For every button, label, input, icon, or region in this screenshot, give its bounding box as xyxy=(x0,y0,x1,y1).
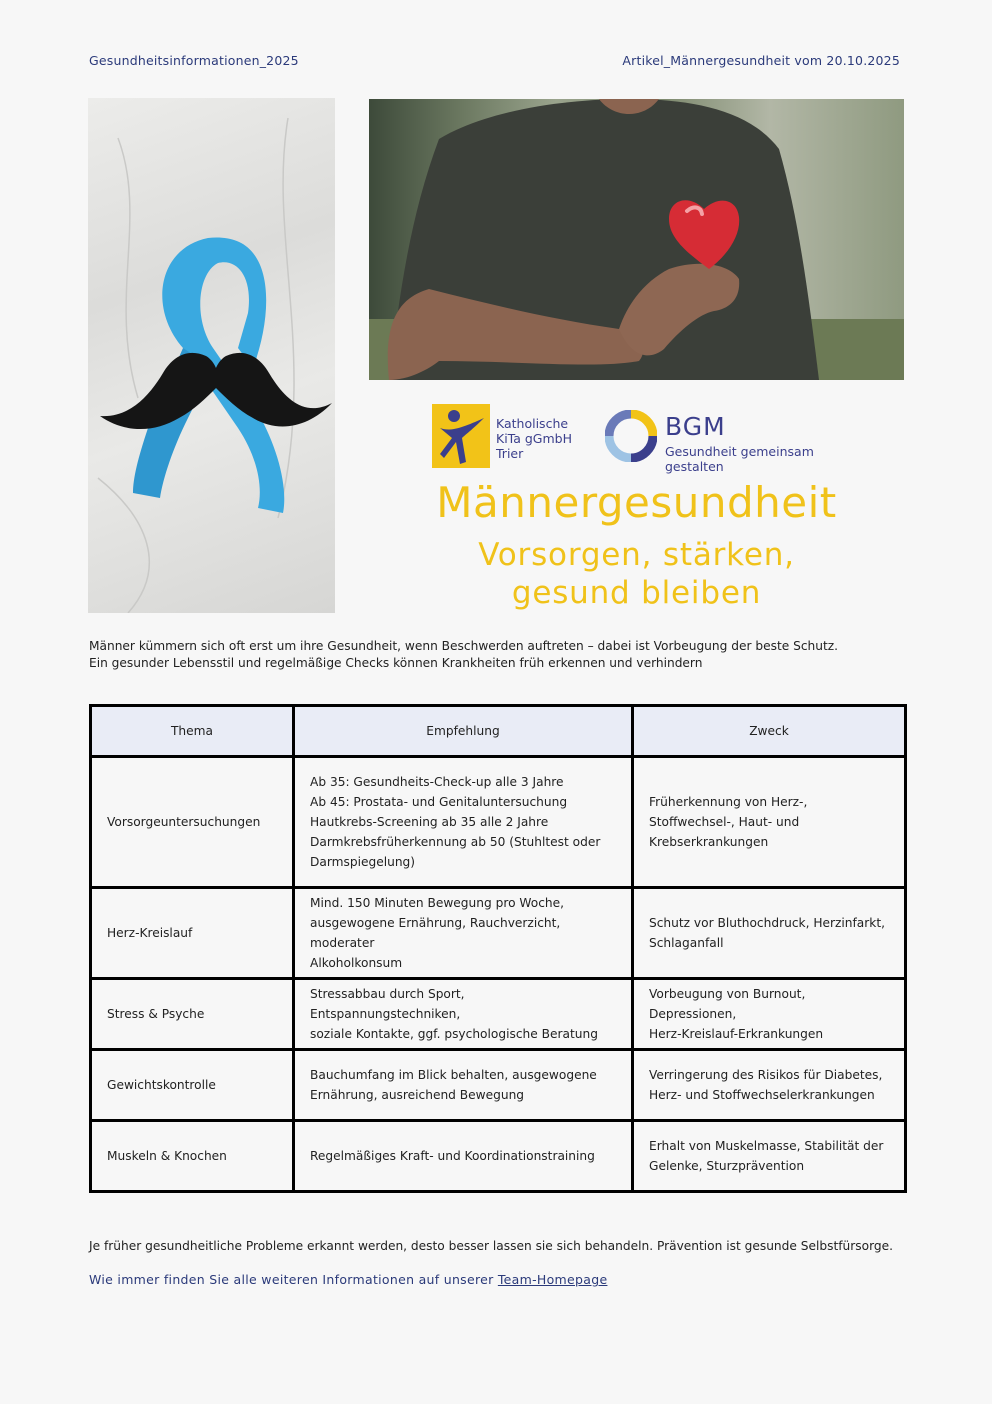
cell-thema: Muskeln & Knochen xyxy=(91,1121,294,1192)
cell-line: Darmspiegelung) xyxy=(310,855,416,869)
cell-zweck xyxy=(633,888,906,979)
kita-line-3: Trier xyxy=(496,446,524,461)
team-homepage-link[interactable]: Team-Homepage xyxy=(497,1272,608,1287)
cell-empfehlung xyxy=(294,888,633,979)
cell-line: Erhalt von Muskelmasse, Stabilität der xyxy=(649,1139,884,1153)
cell-line: Früherkennung von Herz-, xyxy=(649,795,808,809)
subtitle-line-1: Vorsorgen, stärken, xyxy=(478,537,795,573)
cell-line: Ernährung, ausreichend Bewegung xyxy=(310,1088,525,1102)
homepage-note-text: Wie immer finden Sie alle weiteren Informationen auf unserer xyxy=(89,1272,498,1287)
cell-line: Gelenke, Sturzprävention xyxy=(649,1159,805,1173)
header-right: Artikel_Männergesundheit vom 20.10.2025 xyxy=(622,53,900,68)
table-row xyxy=(91,1050,906,1121)
table-row xyxy=(91,1121,906,1192)
cell-line: Herz- und Stoffwechselerkrankungen xyxy=(649,1088,875,1102)
cell-line: Schutz vor Bluthochdruck, Herzinfarkt, xyxy=(649,916,885,930)
cell-line: soziale Kontakte, ggf. psychologische Beratung xyxy=(310,1027,598,1041)
cell-line: Regelmäßiges Kraft- und Koordinationstraining xyxy=(310,1149,595,1163)
cell-line: ausgewogene Ernährung, Rauchverzicht, moderater xyxy=(310,916,561,950)
cell-line: Herz-Kreislauf-Erkrankungen xyxy=(649,1027,824,1041)
cell-line: Verringerung des Risikos für Diabetes, xyxy=(649,1068,883,1082)
kita-line-1: Katholische xyxy=(496,416,569,431)
cell-thema: Vorsorgeuntersuchungen xyxy=(91,757,294,888)
cell-line: Stressabbau durch Sport, Entspannungstechniken, xyxy=(310,987,465,1021)
cell-line: Alkoholkonsum xyxy=(310,956,403,970)
bgm-subtitle: Gesundheit gemeinsam gestalten xyxy=(665,444,814,474)
page-subtitle xyxy=(369,536,904,612)
table-row xyxy=(91,888,906,979)
cell-zweck xyxy=(633,1050,906,1121)
kita-logo xyxy=(432,404,592,468)
cell-line: Hautkrebs-Screening ab 35 alle 2 Jahre xyxy=(310,815,549,829)
cell-empfehlung xyxy=(294,757,633,888)
cell-empfehlung xyxy=(294,979,633,1050)
table-header-thema: Thema xyxy=(91,706,294,757)
ribbon-moustache-illustration xyxy=(88,98,335,613)
cell-empfehlung xyxy=(294,1050,633,1121)
kita-line-2: KiTa gGmbH xyxy=(496,431,573,446)
closing-text: Je früher gesundheitliche Probleme erkannt werden, desto besser lassen sie sich behandeln. Prävention ist gesunde Selbstfürsorge. xyxy=(89,1239,893,1253)
cell-line: Mind. 150 Minuten Bewegung pro Woche, xyxy=(310,896,564,910)
person-figure-icon xyxy=(432,404,490,468)
table-header-empfehlung: Empfehlung xyxy=(294,706,633,757)
cell-line: Bauchumfang im Blick behalten, ausgewogene xyxy=(310,1068,597,1082)
heart-photo xyxy=(369,99,904,380)
cell-thema: Stress & Psyche xyxy=(91,979,294,1050)
intro-line-2: Ein gesunder Lebensstil und regelmäßige Checks können Krankheiten früh erkennen und verhindern xyxy=(89,656,703,670)
cell-zweck xyxy=(633,979,906,1050)
man-holding-heart-illustration xyxy=(369,99,904,380)
header-left: Gesundheitsinformationen_2025 xyxy=(89,53,299,68)
cell-line: Krebserkrankungen xyxy=(649,835,769,849)
cell-line: Schlaganfall xyxy=(649,936,724,950)
table-header-row xyxy=(91,706,906,757)
cell-line: Ab 45: Prostata- und Genitaluntersuchung xyxy=(310,795,568,809)
page-title: Männergesundheit xyxy=(436,478,837,527)
cell-zweck xyxy=(633,1121,906,1192)
bgm-circle-icon xyxy=(605,410,657,462)
bgm-title: BGM xyxy=(665,412,726,441)
table-row xyxy=(91,979,906,1050)
cell-empfehlung xyxy=(294,1121,633,1192)
cell-thema: Gewichtskontrolle xyxy=(91,1050,294,1121)
bgm-logo xyxy=(605,410,865,474)
homepage-note xyxy=(89,1272,607,1287)
subtitle-line-2: gesund bleiben xyxy=(511,575,762,611)
kita-logo-mark xyxy=(432,404,490,468)
ribbon-photo xyxy=(88,98,335,613)
cell-zweck xyxy=(633,757,906,888)
intro-text xyxy=(89,638,838,672)
table-row xyxy=(91,757,906,888)
kita-logo-text xyxy=(496,416,572,461)
cell-line: Darmkrebsfrüherkennung ab 50 (Stuhltest oder xyxy=(310,835,601,849)
intro-line-1: Männer kümmern sich oft erst um ihre Gesundheit, wenn Beschwerden auftreten – dabei ist Vorbeugung der beste Schutz. xyxy=(89,639,839,653)
table-header-zweck: Zweck xyxy=(633,706,906,757)
cell-line: Stoffwechsel-, Haut- und xyxy=(649,815,800,829)
recommendation-table xyxy=(89,704,907,1193)
cell-line: Vorbeugung von Burnout, Depressionen, xyxy=(649,987,806,1021)
cell-thema: Herz-Kreislauf xyxy=(91,888,294,979)
cell-line: Ab 35: Gesundheits-Check-up alle 3 Jahre xyxy=(310,775,564,789)
